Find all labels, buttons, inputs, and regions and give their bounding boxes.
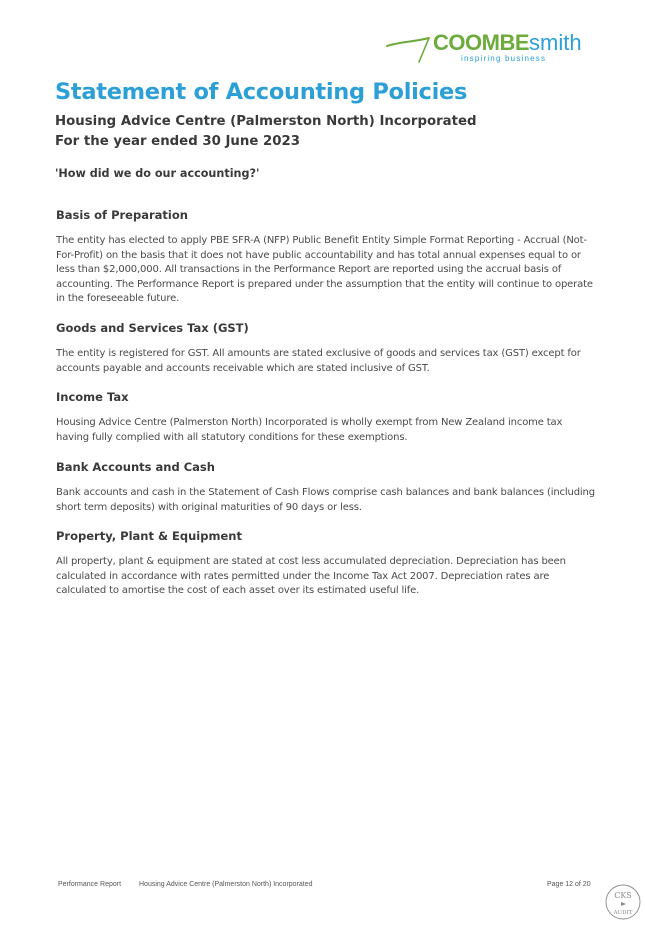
- audit-stamp-icon: [604, 883, 642, 921]
- section-income-tax: [56, 389, 596, 445]
- section-basis-of-preparation: [56, 207, 596, 307]
- section-body: The entity is registered for GST. All amounts are stated exclusive of goods and services tax (GST) except for accounts payable and accounts receivable which are stated inclusive of GST.: [56, 348, 581, 374]
- section-body: Bank accounts and cash in the Statement of Cash Flows comprise cash balances and bank balances (including short term deposits) with original maturities of 90 days or less.: [56, 487, 595, 513]
- section-heading: Property, Plant & Equipment: [56, 529, 242, 543]
- section-property-plant-equipment: [56, 528, 596, 599]
- section-body: The entity has elected to apply PBE SFR-A (NFP) Public Benefit Entity Simple Format Reporting - Accrual (Not-For-Profit) on the basis that it does not have public accountability and has total annual expenses equal to or less than $2,000,000. All transactions in the Performance Report are reported using the accrual basis of accounting. The Performance Report is prepared under the assumption that the entity will continue to operate in the foreseeable future.: [56, 235, 593, 305]
- section-heading: Basis of Preparation: [56, 208, 188, 222]
- reporting-period: For the year ended 30 June 2023: [55, 134, 301, 149]
- coombesmith-logo: [385, 30, 590, 70]
- section-question: 'How did we do our accounting?': [55, 167, 260, 180]
- footer-report-label: Performance Report: [58, 881, 122, 888]
- page-title: Statement of Accounting Policies: [55, 79, 468, 105]
- logo-wordmark: [433, 30, 582, 56]
- stamp-top-text: CKS: [614, 891, 632, 900]
- footer-entity: Housing Advice Centre (Palmerston North) Incorporated: [139, 881, 313, 888]
- swoosh-icon: [385, 32, 435, 64]
- logo-smith: smith: [529, 30, 582, 55]
- logo-tagline: inspiring business: [461, 54, 547, 63]
- section-bank-accounts: [56, 459, 596, 515]
- section-heading: Bank Accounts and Cash: [56, 460, 215, 474]
- section-body: All property, plant & equipment are stated at cost less accumulated depreciation. Depreciation has been calculated in accordance with rates permitted under the Income Tax Act 2007. Depreciation rates are calculated to amortise the cost of each asset over its estimated useful life.: [56, 556, 566, 597]
- footer-page-number: Page 12 of 20: [547, 881, 591, 888]
- section-heading: Goods and Services Tax (GST): [56, 321, 249, 335]
- section-gst: [56, 320, 596, 376]
- logo-coombe: COOMBE: [433, 30, 529, 55]
- section-body: Housing Advice Centre (Palmerston North) Incorporated is wholly exempt from New Zealand income tax having fully complied with all statutory conditions for these exemptions.: [56, 417, 563, 443]
- stamp-bottom-text: AUDIT: [613, 910, 633, 916]
- entity-name: Housing Advice Centre (Palmerston North) Incorporated: [55, 114, 477, 129]
- section-heading: Income Tax: [56, 390, 129, 404]
